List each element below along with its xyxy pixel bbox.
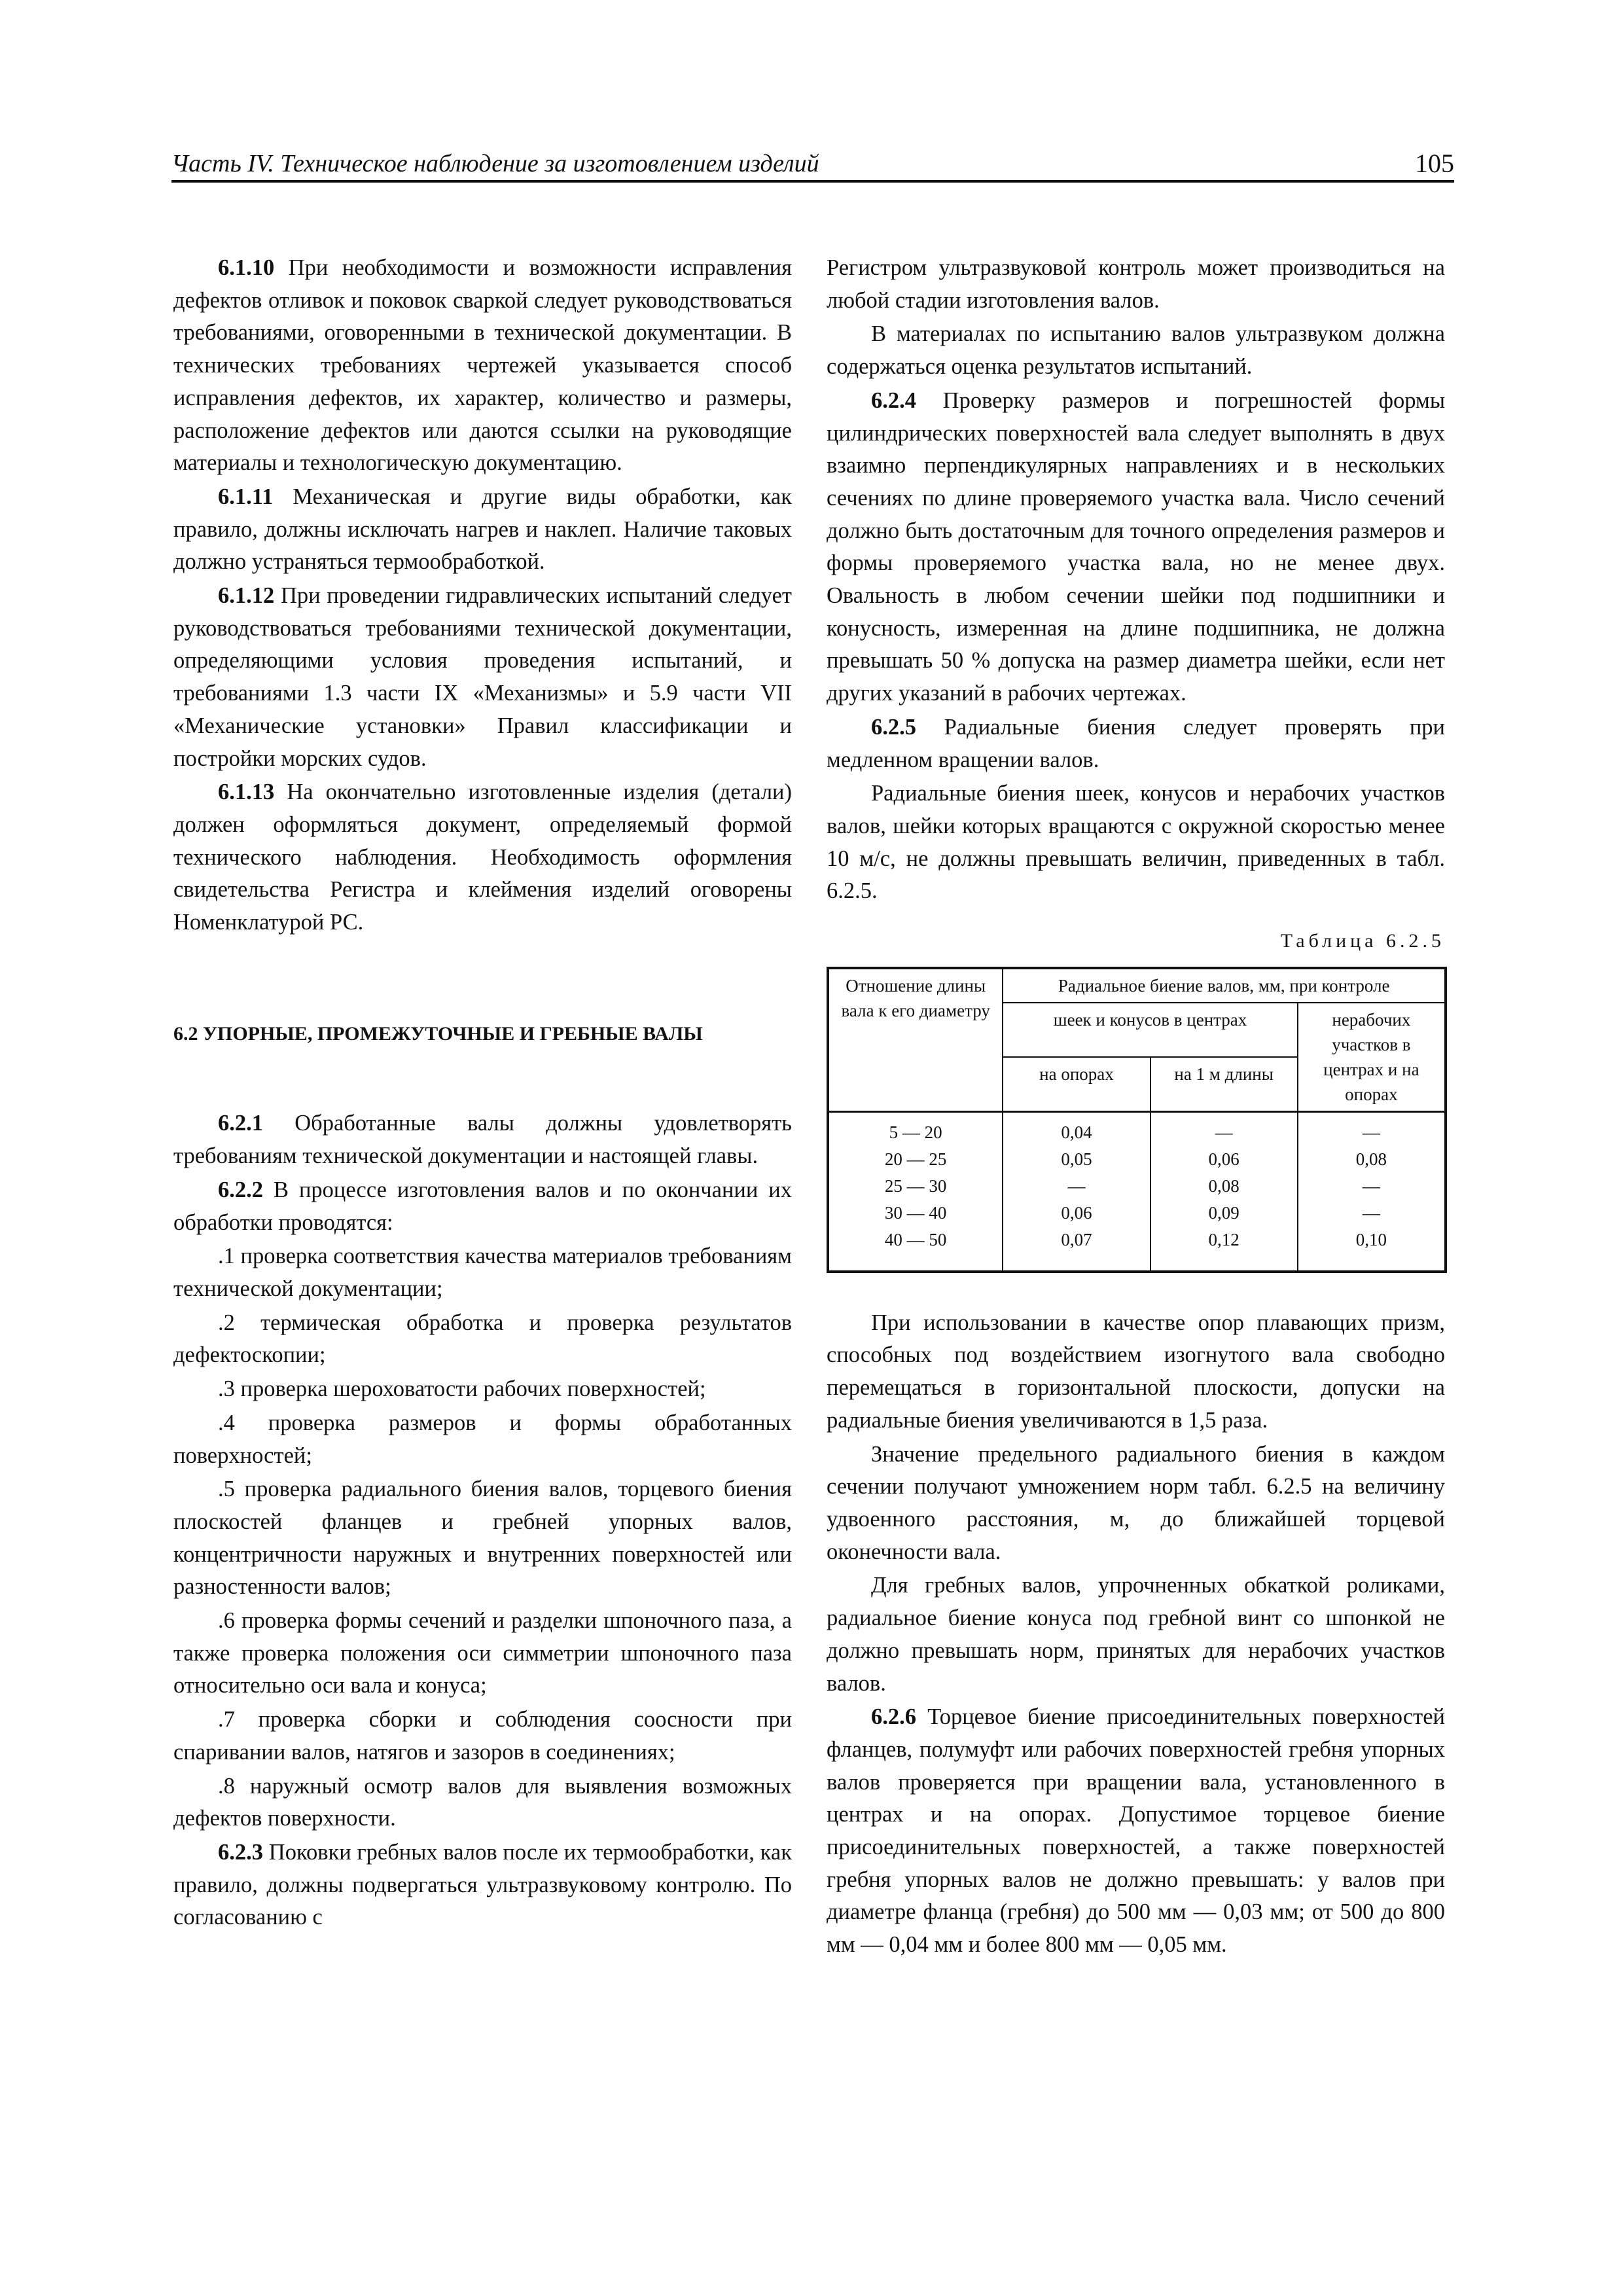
running-title: Часть IV. Техническое наблюдение за изготовлением изделий	[171, 150, 819, 177]
clause-number: 6.2.4	[871, 387, 916, 413]
table-cell: —	[1362, 1175, 1380, 1196]
table-cell: 0,07	[1061, 1229, 1092, 1249]
list-item: .3 проверка шероховатости рабочих поверхностей;	[218, 1376, 706, 1402]
table-cell: 0,08	[1355, 1149, 1387, 1169]
paragraph-text: Проверку размеров и погрешностей формы цилиндрических поверхностей вала следует выполнять в двух взаимно перпендикулярных направлениях и в нескольких сечениях по длине проверяемого участка вала. Число сечений должно быть достаточным для точного определения размеров и формы проверяемого участка вала, но не менее двух. Овальность в любом сечении шейки под подшипники и конусность, измеренная на длине подшипника, не должна превышать 50 % допуска на размер диаметра шейки, если нет других указаний в рабочих чертежах.	[827, 387, 1446, 706]
table-cell: 0,09	[1208, 1202, 1240, 1223]
table-cell: 0,04	[1061, 1122, 1092, 1142]
paragraph-text: В процессе изготовления валов и по окончании их обработки проводятся:	[173, 1177, 793, 1235]
header-cell-radial: Радиальное биение валов, мм, при контроле	[1003, 968, 1446, 1003]
paragraph-text: Радиальные биения следует проверять при медленном вращении валов.	[827, 714, 1445, 772]
paragraph-text: Обработанные валы должны удовлетворять требованиям технической документации и настоящей главы.	[173, 1111, 792, 1169]
paragraph-text: При проведении гидравлических испытаний следует руководствоваться требованиями технической документации, определяющими условия проведения испытаний, и требованиями 1.3 части IX «Механизмы» и 5.9 части VII «Механические установки» Правил классификации и постройки морских судов.	[173, 583, 792, 771]
header-cell-journals: шеек и конусов в центрах	[1003, 1003, 1297, 1057]
table-cell: 40 — 50	[884, 1229, 947, 1249]
paragraph-text: На окончательно изготовленные изделия (детали) должен оформляться документ, определяемый формой технического наблюдения. Необходимость оформления свидетельства Регистра и клеймения изделий оговорены Номенклатурой РС.	[173, 780, 793, 935]
paragraph-6-2-2	[173, 1174, 792, 1239]
list-item: .5 проверка радиального биения валов, торцевого биения плоскостей фланцев и гребней упорных валов, концентричности наружных и внутренних поверхностей или разностенности валов;	[173, 1477, 792, 1600]
table-body-row	[828, 1111, 1446, 1272]
clause-number: 6.2.5	[871, 714, 916, 740]
list-item: .8 наружный осмотр валов для выявления возможных дефектов поверхности.	[173, 1773, 792, 1831]
clause-number: 6.2.6	[871, 1704, 916, 1730]
paragraph-text: При необходимости и возможности исправления дефектов отливок и поковок сваркой следует руководствоваться требованиями, оговоренными в технической документации. В технических требованиях чертежей указывается способ исправления дефектов, их характер, количество и размеры, расположение дефектов или даются ссылки на руководящие материалы и технологическую документацию.	[173, 255, 792, 476]
table-cell: —	[1362, 1202, 1380, 1223]
paragraph: В материалах по испытанию валов ультразвуком должна содержаться оценка результатов испытаний.	[827, 321, 1445, 380]
clause-number: 6.1.11	[218, 484, 274, 509]
header-cell-per-meter: на 1 м длины	[1150, 1057, 1298, 1112]
paragraph-6-1-10	[173, 252, 792, 480]
paragraph-6-1-12	[173, 580, 792, 775]
paragraph-continued: Регистром ультразвуковой контроль может производиться на любой стадии изготовления валов.	[827, 255, 1445, 313]
paragraph: При использовании в качестве опор плавающих призм, способных под воздействием изогнутого вала свободно перемещаться в горизонтальной плоскости, допуски на радиальные биения увеличиваются в 1,5 раза.	[827, 1310, 1445, 1433]
supports-column	[1003, 1111, 1150, 1272]
table-cell: 0,05	[1061, 1149, 1092, 1169]
table-cell: 0,10	[1355, 1229, 1387, 1249]
paragraph-6-1-13	[173, 776, 792, 939]
paragraph-6-2-5	[827, 711, 1445, 776]
table-cell: 0,06	[1061, 1202, 1092, 1223]
list-item: .6 проверка формы сечений и разделки шпоночного паза, а также проверка положения оси симметрии шпоночного паза относительно оси вала и конуса;	[173, 1608, 792, 1698]
header-cell-nonwork: нерабочих участков в центрах и на опорах	[1298, 1003, 1446, 1112]
table-cell: 30 — 40	[884, 1202, 947, 1223]
paragraph: Для гребных валов, упрочненных обкаткой роликами, радиальное биение конуса под гребной винт со шпонкой не должно превышать норм, принятых для нерабочих участков валов.	[827, 1573, 1445, 1696]
paragraph-6-2-3	[173, 1837, 792, 1934]
section-heading: 6.2 УПОРНЫЕ, ПРОМЕЖУТОЧНЫЕ И ГРЕБНЫЕ ВАЛЫ	[173, 1022, 703, 1045]
list-item: .1 проверка соответствия качества материалов требованиям технической документации;	[173, 1244, 792, 1301]
paragraph-text: Торцевое биение присоединительных поверхностей фланцев, полумуфт или рабочих поверхностей гребня упорных валов проверяется при вращении вала, установленного в центрах и на опорах. Допустимое торцевое биение присоединительных поверхностей, а также поверхностей гребня упорных валов не должно превышать: у валов при диаметре фланца (гребня) до 500 мм — 0,03 мм; от 500 до 800 мм — 0,04 мм и более 800 мм — 0,05 мм.	[827, 1704, 1446, 1958]
paragraph-6-2-4	[827, 385, 1445, 710]
list-item: .2 термическая обработка и проверка результатов дефектоскопии;	[173, 1310, 792, 1368]
clause-number: 6.2.1	[218, 1111, 263, 1136]
list-item: .4 проверка размеров и формы обработанных поверхностей;	[173, 1410, 792, 1468]
ratio-column	[828, 1111, 1003, 1272]
table-cell: 0,06	[1208, 1149, 1240, 1169]
runout-table	[827, 967, 1447, 1273]
table-cell: 0,12	[1208, 1229, 1240, 1249]
paragraph: Значение предельного радиального биения в каждом сечении получают умножением норм табл. 6.2.5 на величину удвоенного расстояния, м, до ближайшей торцевой оконечности вала.	[827, 1441, 1445, 1564]
table-cell: —	[1067, 1175, 1086, 1196]
table-cell: 20 — 25	[884, 1149, 947, 1169]
page-header	[171, 147, 1454, 183]
list-item: .7 проверка сборки и соблюдения соосности при спаривании валов, натягов и зазоров в соединениях;	[173, 1707, 792, 1765]
per-meter-column	[1150, 1111, 1298, 1272]
left-column	[173, 252, 792, 1935]
table-cell: —	[1362, 1122, 1380, 1142]
table-cell: 0,08	[1208, 1175, 1240, 1196]
paragraph-text: Поковки гребных валов после их термообработки, как правило, должны подвергаться ультразвуковому контролю. По согласованию с	[173, 1839, 792, 1930]
clause-number: 6.1.12	[218, 583, 275, 609]
clause-number: 6.1.10	[218, 255, 275, 280]
table-header-row	[828, 968, 1446, 1003]
header-cell-ratio: Отношение длины вала к его диаметру	[828, 968, 1003, 1112]
header-cell-supports: на опорах	[1003, 1057, 1150, 1112]
clause-number: 6.1.13	[218, 780, 275, 805]
paragraph-6-2-1	[173, 1107, 792, 1172]
page-number: 105	[1415, 149, 1454, 178]
clause-number: 6.2.2	[218, 1177, 263, 1202]
clause-number: 6.2.3	[218, 1839, 263, 1865]
table-cell: 25 — 30	[884, 1175, 947, 1196]
table-cell: 5 — 20	[889, 1122, 942, 1142]
paragraph-6-2-6	[827, 1701, 1445, 1962]
right-column	[827, 252, 1445, 1963]
paragraph-text: Механическая и другие виды обработки, как правило, должны исключать нагрев и наклеп. Наличие таковых должно устраняться термообработкой.	[173, 484, 793, 575]
table-cell: —	[1215, 1122, 1233, 1142]
nonwork-column	[1298, 1111, 1446, 1272]
table-caption: Таблица 6.2.5	[1280, 930, 1445, 952]
paragraph-6-1-11	[173, 481, 792, 579]
paragraph: Радиальные биения шеек, конусов и нерабочих участков валов, шейки которых вращаются с окружной скоростью менее 10 м/с, не должны превышать величин, приведенных в табл. 6.2.5.	[827, 781, 1445, 904]
